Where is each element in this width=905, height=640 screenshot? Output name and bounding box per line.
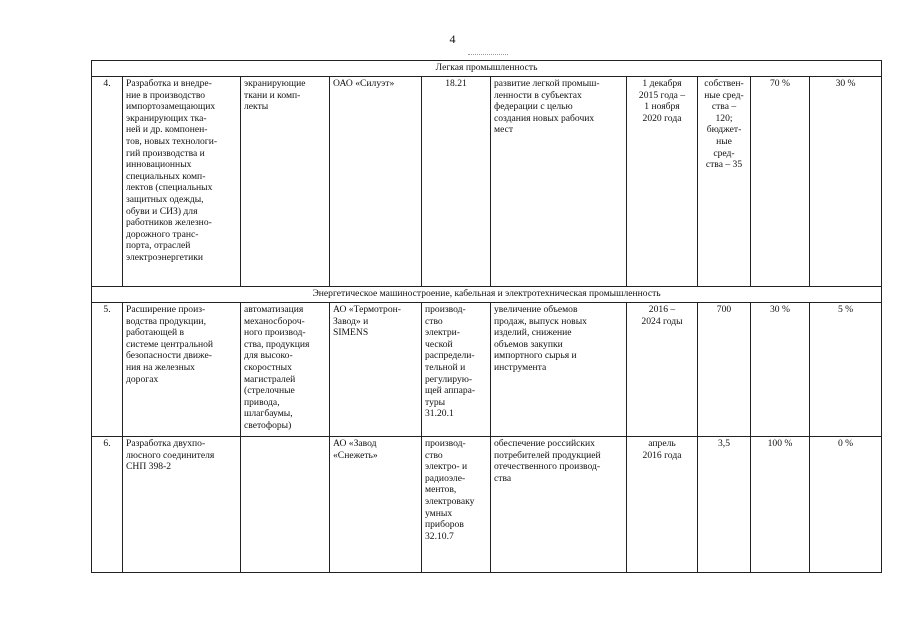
project-cell: Разработка и внедре- ние в производство импортозамещающих экранирующих тка- ней и др. компонен- тов, новых технологи- гий производства и инновационных специальных комп- лектов (специальных защитных одежды, обуви и СИЗ) для работников железно- дорожного транс- порта, отраслей электроэнергетики bbox=[123, 77, 241, 287]
period-cell: 2016 – 2024 годы bbox=[627, 303, 698, 437]
company-cell: АО «Завод «Снежеть» bbox=[330, 437, 422, 573]
okved-cell: производ- ство электри- ческой распредели- тельной и регулирую- щей аппара- туры 31.20.1 bbox=[422, 303, 491, 437]
section-title: Легкая промышленность bbox=[92, 61, 882, 77]
row-number: 4. bbox=[92, 77, 123, 287]
table-row bbox=[92, 303, 882, 437]
effect-cell: обеспечение российских потребителей продукцией отечественного производ- ства bbox=[491, 437, 627, 573]
project-cell: Расширение произ- водства продукции, работающей в системе центральной безопасности движе- ния на железных дорогах bbox=[123, 303, 241, 437]
section-title: Энергетическое машиностроение, кабельная и электротехническая промышленность bbox=[92, 287, 882, 303]
table-row bbox=[92, 77, 882, 287]
project-cell: Разработка двухпо- люсного соединителя СНП 398-2 bbox=[123, 437, 241, 573]
effect-cell: увеличение объемов продаж, выпуск новых изделий, снижение объемов закупки импортного сырья и инструмента bbox=[491, 303, 627, 437]
product-cell bbox=[241, 437, 330, 573]
share-a-cell: 30 % bbox=[751, 303, 810, 437]
share-b-cell: 0 % bbox=[810, 437, 882, 573]
okved-cell: 18.21 bbox=[422, 77, 491, 287]
scan-mark bbox=[468, 54, 508, 55]
period-cell: апрель 2016 года bbox=[627, 437, 698, 573]
funding-cell: собствен- ные сред- ства – 120; бюджет- ные сред- ства – 35 bbox=[698, 77, 751, 287]
row-number: 5. bbox=[92, 303, 123, 437]
page-number: 4 bbox=[449, 32, 456, 46]
funding-cell: 3,5 bbox=[698, 437, 751, 573]
table-row bbox=[92, 437, 882, 573]
share-a-cell: 70 % bbox=[751, 77, 810, 287]
company-cell: АО «Термотрон- Завод» и SIMENS bbox=[330, 303, 422, 437]
share-b-cell: 30 % bbox=[810, 77, 882, 287]
section-header-row bbox=[92, 287, 882, 303]
projects-table bbox=[91, 60, 882, 573]
effect-cell: развитие легкой промыш- ленности в субъектах федерации с целью создания новых рабочих мест bbox=[491, 77, 627, 287]
okved-cell: производ- ство электро- и радиоэле- ментов, электроваку умных приборов 32.10.7 bbox=[422, 437, 491, 573]
share-b-cell: 5 % bbox=[810, 303, 882, 437]
product-cell: автоматизация механосбороч- ного производ- ства, продукция для высоко- скоростных магистралей (стрелочные привода, шлагбаумы, светофоры) bbox=[241, 303, 330, 437]
share-a-cell: 100 % bbox=[751, 437, 810, 573]
funding-cell: 700 bbox=[698, 303, 751, 437]
company-cell: ОАО «Силуэт» bbox=[330, 77, 422, 287]
section-header-row bbox=[92, 61, 882, 77]
row-number: 6. bbox=[92, 437, 123, 573]
period-cell: 1 декабря 2015 года – 1 ноября 2020 года bbox=[627, 77, 698, 287]
product-cell: экранирующие ткани и комп- лекты bbox=[241, 77, 330, 287]
